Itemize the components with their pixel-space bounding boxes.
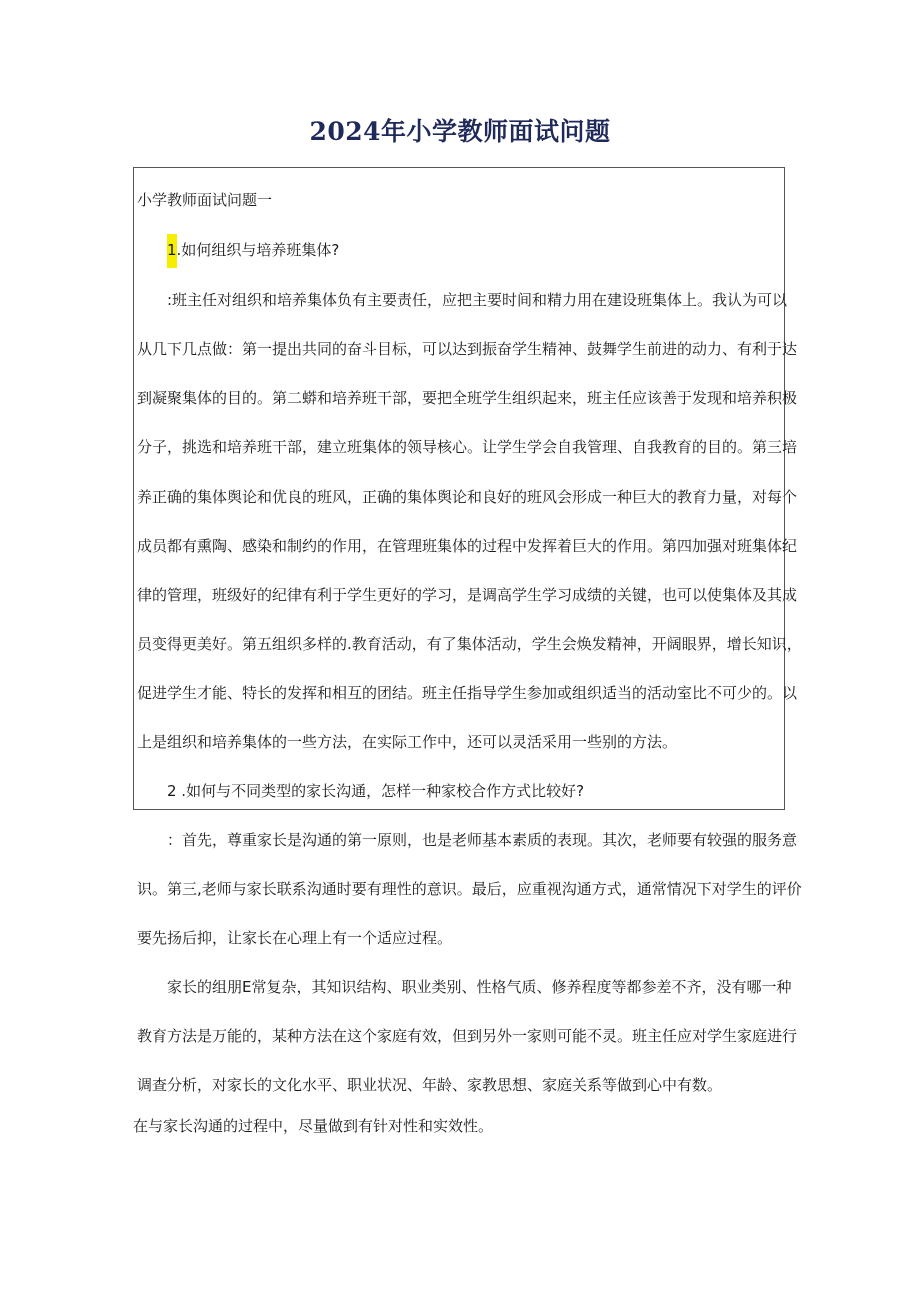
answer-1-line: 分子，挑选和培养班干部，建立班集体的领导核心。让学生学会自我管理、自我教育的目的。第三培 — [137, 438, 798, 456]
highlighted-number: 1 — [167, 234, 177, 268]
question-1 — [167, 240, 339, 260]
document-title: 2024年小学教师面试问题 — [309, 117, 611, 146]
answer-2-line: 识。第三,老师与家长联系沟通时要有理性的意识。最后，应重视沟通方式，通常情况下对学生的评价 — [137, 880, 802, 898]
answer-1-line: 促进学生才能、特长的发挥和相互的团结。班主任指导学生参加或组织适当的活动室比不可少的。以 — [137, 684, 798, 702]
answer-1-line: 从几下几点做：第一提出共同的奋斗目标，可以达到振奋学生精神、鼓舞学生前进的动力、有利于达 — [137, 340, 798, 358]
footer-text: 在与家长沟通的过程中，尽量做到有针对性和实效性。 — [133, 1117, 494, 1135]
answer-1-line: 员变得更美好。第五组织多样的.教育活动，有了集体活动，学生会焕发精神，开阔眼界，增长知识， — [137, 635, 802, 653]
paragraph-3-line: 调查分析，对家长的文化水平、职业状况、年龄、家教思想、家庭关系等做到心中有数。 — [137, 1076, 723, 1094]
answer-1-line: 成员都有熏陶、感染和制约的作用，在管理班集体的过程中发挥着巨大的作用。第四加强对班集体纪 — [137, 537, 798, 555]
section-heading: 小学教师面试问题一 — [137, 191, 273, 209]
paragraph-3-line: 家长的组朋E常复杂，其知识结构、职业类别、性格气质、修养程度等都参差不齐，没有哪一种 — [167, 978, 792, 996]
answer-1-line: 到凝聚集体的目的。第二蟒和培养班干部，要把全班学生组织起来，班主任应该善于发现和培养积极 — [137, 389, 798, 407]
answer-2-line: ：首先，尊重家长是沟通的第一原则，也是老师基本素质的表现。其次，老师要有较强的服务意 — [167, 831, 798, 849]
question-1-text: .如何组织与培养班集体? — [176, 241, 340, 259]
answer-1-line: 养正确的集体舆论和优良的班风，正确的集体舆论和良好的班风会形成一种巨大的教育力量，对每个 — [137, 488, 798, 506]
answer-1-line: :班主任对组织和培养集体负有主要责任，应把主要时间和精力用在建设班集体上。我认为可以 — [167, 291, 788, 309]
question-2: 2 .如何与不同类型的家长沟通，怎样一种家校合作方式比较好? — [167, 782, 585, 800]
answer-2-line: 要先扬后抑，让家长在心理上有一个适应过程。 — [137, 929, 453, 947]
paragraph-3-line: 教育方法是万能的，某种方法在这个家庭有效，但到另外一家则可能不灵。班主任应对学生家庭进行 — [137, 1027, 798, 1045]
answer-1-line: 律的管理，班级好的纪律有利于学生更好的学习，是调高学生学习成绩的关键，也可以使集体及其成 — [137, 586, 798, 604]
answer-1-line: 上是组织和培养集体的一些方法，在实际工作中，还可以灵活采用一些别的方法。 — [137, 733, 678, 751]
